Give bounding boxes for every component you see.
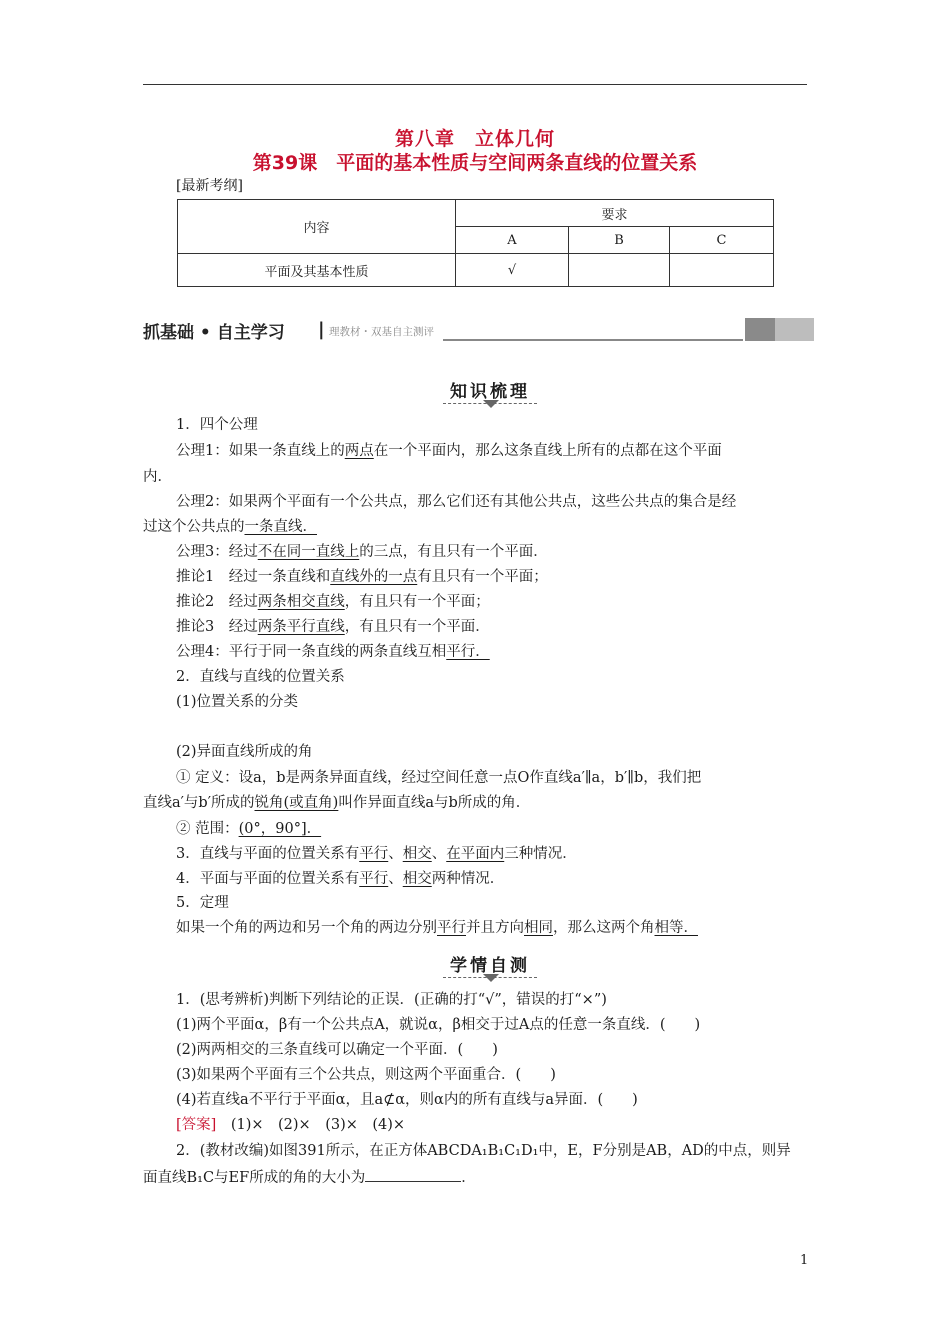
row-item: 平面及其基本性质 bbox=[178, 254, 456, 287]
top-rule bbox=[143, 84, 807, 85]
corollary-2: 推论2 经过两条相交直线，有且只有一个平面； bbox=[176, 594, 490, 610]
section-2-1: (1)位置关系的分类 bbox=[176, 694, 299, 710]
level-c: C bbox=[670, 227, 774, 254]
corollary-3: 推论3 经过两条平行直线，有且只有一个平面． bbox=[176, 619, 490, 635]
section-2-title: 2．直线与直线的位置关系 bbox=[176, 669, 345, 685]
level-a: A bbox=[456, 227, 569, 254]
definition: ① 定义：设a，b是两条异面直线，经过空间任意一点O作直线a′∥a，b′∥b，我们把 bbox=[176, 770, 702, 786]
lesson-title: 第39课 平面的基本性质与空间两条直线的位置关系 bbox=[252, 152, 698, 174]
section-2-2: (2)异面直线所成的角 bbox=[176, 744, 313, 760]
banner-separator: | bbox=[318, 319, 325, 340]
row-b bbox=[569, 254, 670, 287]
axiom-2: 公理2：如果两个平面有一个公共点，那么它们还有其他公共点，这些公共点的集合是经 bbox=[176, 494, 737, 510]
level-b: B bbox=[569, 227, 670, 254]
section-4: 4．平面与平面的位置关系有平行、相交两种情况． bbox=[176, 871, 505, 887]
axiom-3: 公理3：经过不在同一直线上的三点，有且只有一个平面． bbox=[176, 544, 548, 560]
banner-title: 抓基础 • 自主学习 bbox=[143, 323, 285, 343]
banner-block-light bbox=[775, 318, 814, 341]
corollary-1: 推论1 经过一条直线和直线外的一点有且只有一个平面； bbox=[176, 569, 548, 585]
row-c bbox=[670, 254, 774, 287]
section-banner bbox=[143, 318, 814, 342]
question-1: 1．(思考辨析)判断下列结论的正误．(正确的打“√”，错误的打“×”) bbox=[176, 992, 607, 1008]
section-5-title: 5．定理 bbox=[176, 895, 229, 911]
axiom-1: 公理1：如果一条直线上的两点在一个平面内，那么这条直线上所有的点都在这个平面 bbox=[176, 443, 722, 459]
question-1-1: (1)两个平面α，β有一个公共点A，就说α，β相交于过A点的任意一条直线．( ) bbox=[176, 1017, 701, 1033]
answer-1: [答案] (1)× (2)× (3)× (4)× bbox=[176, 1117, 406, 1133]
selftest-heading: 学情自测 bbox=[443, 951, 537, 978]
section-1-title: 1．四个公理 bbox=[176, 417, 258, 433]
question-1-3: (3)如果两个平面有三个公共点，则这两个平面重合．( ) bbox=[176, 1067, 556, 1083]
requirements-table bbox=[177, 199, 774, 287]
chapter-title: 第八章 立体几何 bbox=[394, 128, 555, 150]
question-2: 2．(教材改编)如图391所示，在正方体ABCDA₁B₁C₁D₁中，E，F分别是AB，AD的中点，则异 bbox=[176, 1143, 791, 1159]
banner-block-dark bbox=[745, 318, 775, 341]
axiom-4: 公理4：平行于同一条直线的两条直线互相平行． bbox=[176, 644, 490, 660]
knowledge-heading-arrow-icon bbox=[483, 400, 499, 408]
question-1-2: (2)两两相交的三条直线可以确定一个平面．( ) bbox=[176, 1042, 498, 1058]
page-number: 1 bbox=[800, 1253, 809, 1268]
knowledge-heading: 知识梳理 bbox=[443, 377, 537, 404]
selftest-heading-arrow-icon bbox=[483, 974, 499, 982]
angle-range: ② 范围：(0°，90°]． bbox=[176, 821, 322, 837]
question-1-4: (4)若直线a不平行于平面α，且a⊄α，则α内的所有直线与a异面．( ) bbox=[176, 1092, 638, 1108]
banner-subtitle: 理教材・双基自主测评 bbox=[329, 326, 434, 338]
theorem: 如果一个角的两边和另一个角的两边分别平行并且方向相同，那么这两个角相等． bbox=[176, 920, 698, 936]
definition-cont: 直线a′与b′所成的锐角(或直角)叫作异面直线a与b所成的角． bbox=[143, 795, 531, 811]
row-a: √ bbox=[456, 254, 569, 287]
answer-label: [答案] bbox=[176, 1117, 217, 1133]
outline-label: [最新考纲] bbox=[176, 178, 243, 194]
banner-line bbox=[443, 339, 743, 341]
axiom-1-cont: 内． bbox=[143, 469, 172, 485]
section-3: 3．直线与平面的位置关系有平行、相交、在平面内三种情况． bbox=[176, 846, 577, 862]
question-2-cont: 面直线B₁C与EF所成的角的大小为 ． bbox=[143, 1170, 476, 1186]
answer-blank bbox=[365, 1169, 461, 1182]
col-content-header: 内容 bbox=[178, 200, 456, 254]
col-req-header: 要求 bbox=[456, 200, 774, 227]
axiom-2-cont: 过这个公共点的一条直线． bbox=[143, 519, 317, 535]
